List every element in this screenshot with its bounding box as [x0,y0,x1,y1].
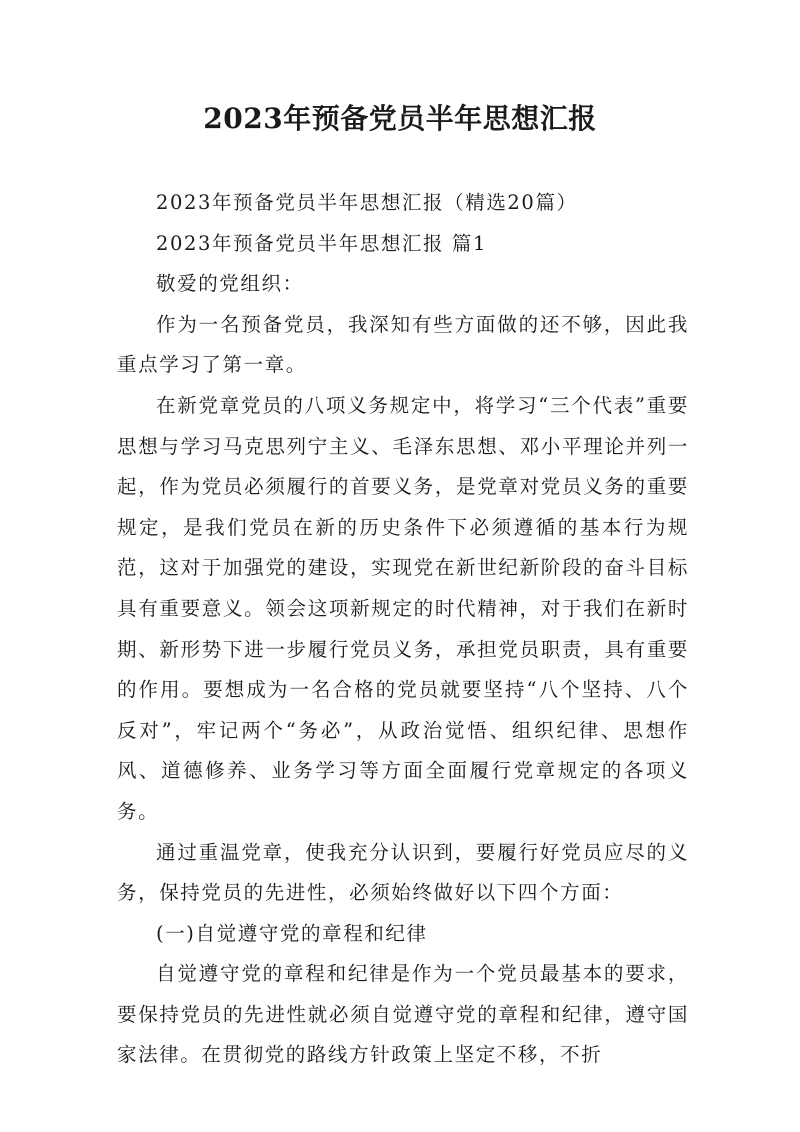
salutation: 敬爱的党组织： [156,272,304,296]
body-paragraph: 通过重温党章，使我充分认识到，要履行好党员应尽的义务，保持党员的先进性，必须始终做好以下四个方面： [117,840,689,905]
body-paragraph: 在新党章党员的八项义务规定中，将学习“三个代表”重要思想与学习马克思列宁主义、毛泽东思想、邓小平理论并列一起，作为党员必须履行的首要义务，是党章对党员义务的重要规定，是我们党员在新的历史条件下必须遵循的基本行为规范，这对于加强党的建设，实现党在新世纪新阶段的奋斗目标具有重要意义。领会这项新规定的时代精神，对于我们在新时期、新形势下进一步履行党员义务，承担党员职责，具有重要的作用。要想成为一名合格的党员就要坚持“八个坚持、八个反对”，牢记两个“务必”，从政治觉悟、组织纪律、思想作风、道德修养、业务学习等方面全面履行党章规定的各项义务。 [117,393,689,823]
subsection-heading: (一)自觉遵守党的章程和纪律 [156,921,428,945]
section-heading: 2023年预备党员半年思想汇报 篇1 [156,231,488,255]
subtitle-paragraph: 2023年预备党员半年思想汇报（精选20篇） [156,191,578,214]
document-body [117,183,689,1076]
body-paragraph: 自觉遵守党的章程和纪律是作为一个党员最基本的要求，要保持党员的先进性就必须自觉遵守党的章程和纪律，遵守国家法律。在贯彻党的路线方针政策上坚定不移，不折 [117,962,689,1067]
body-paragraph: 作为一名预备党员，我深知有些方面做的还不够，因此我重点学习了第一章。 [117,312,689,377]
document-title: 2023年预备党员半年思想汇报 [203,102,597,135]
